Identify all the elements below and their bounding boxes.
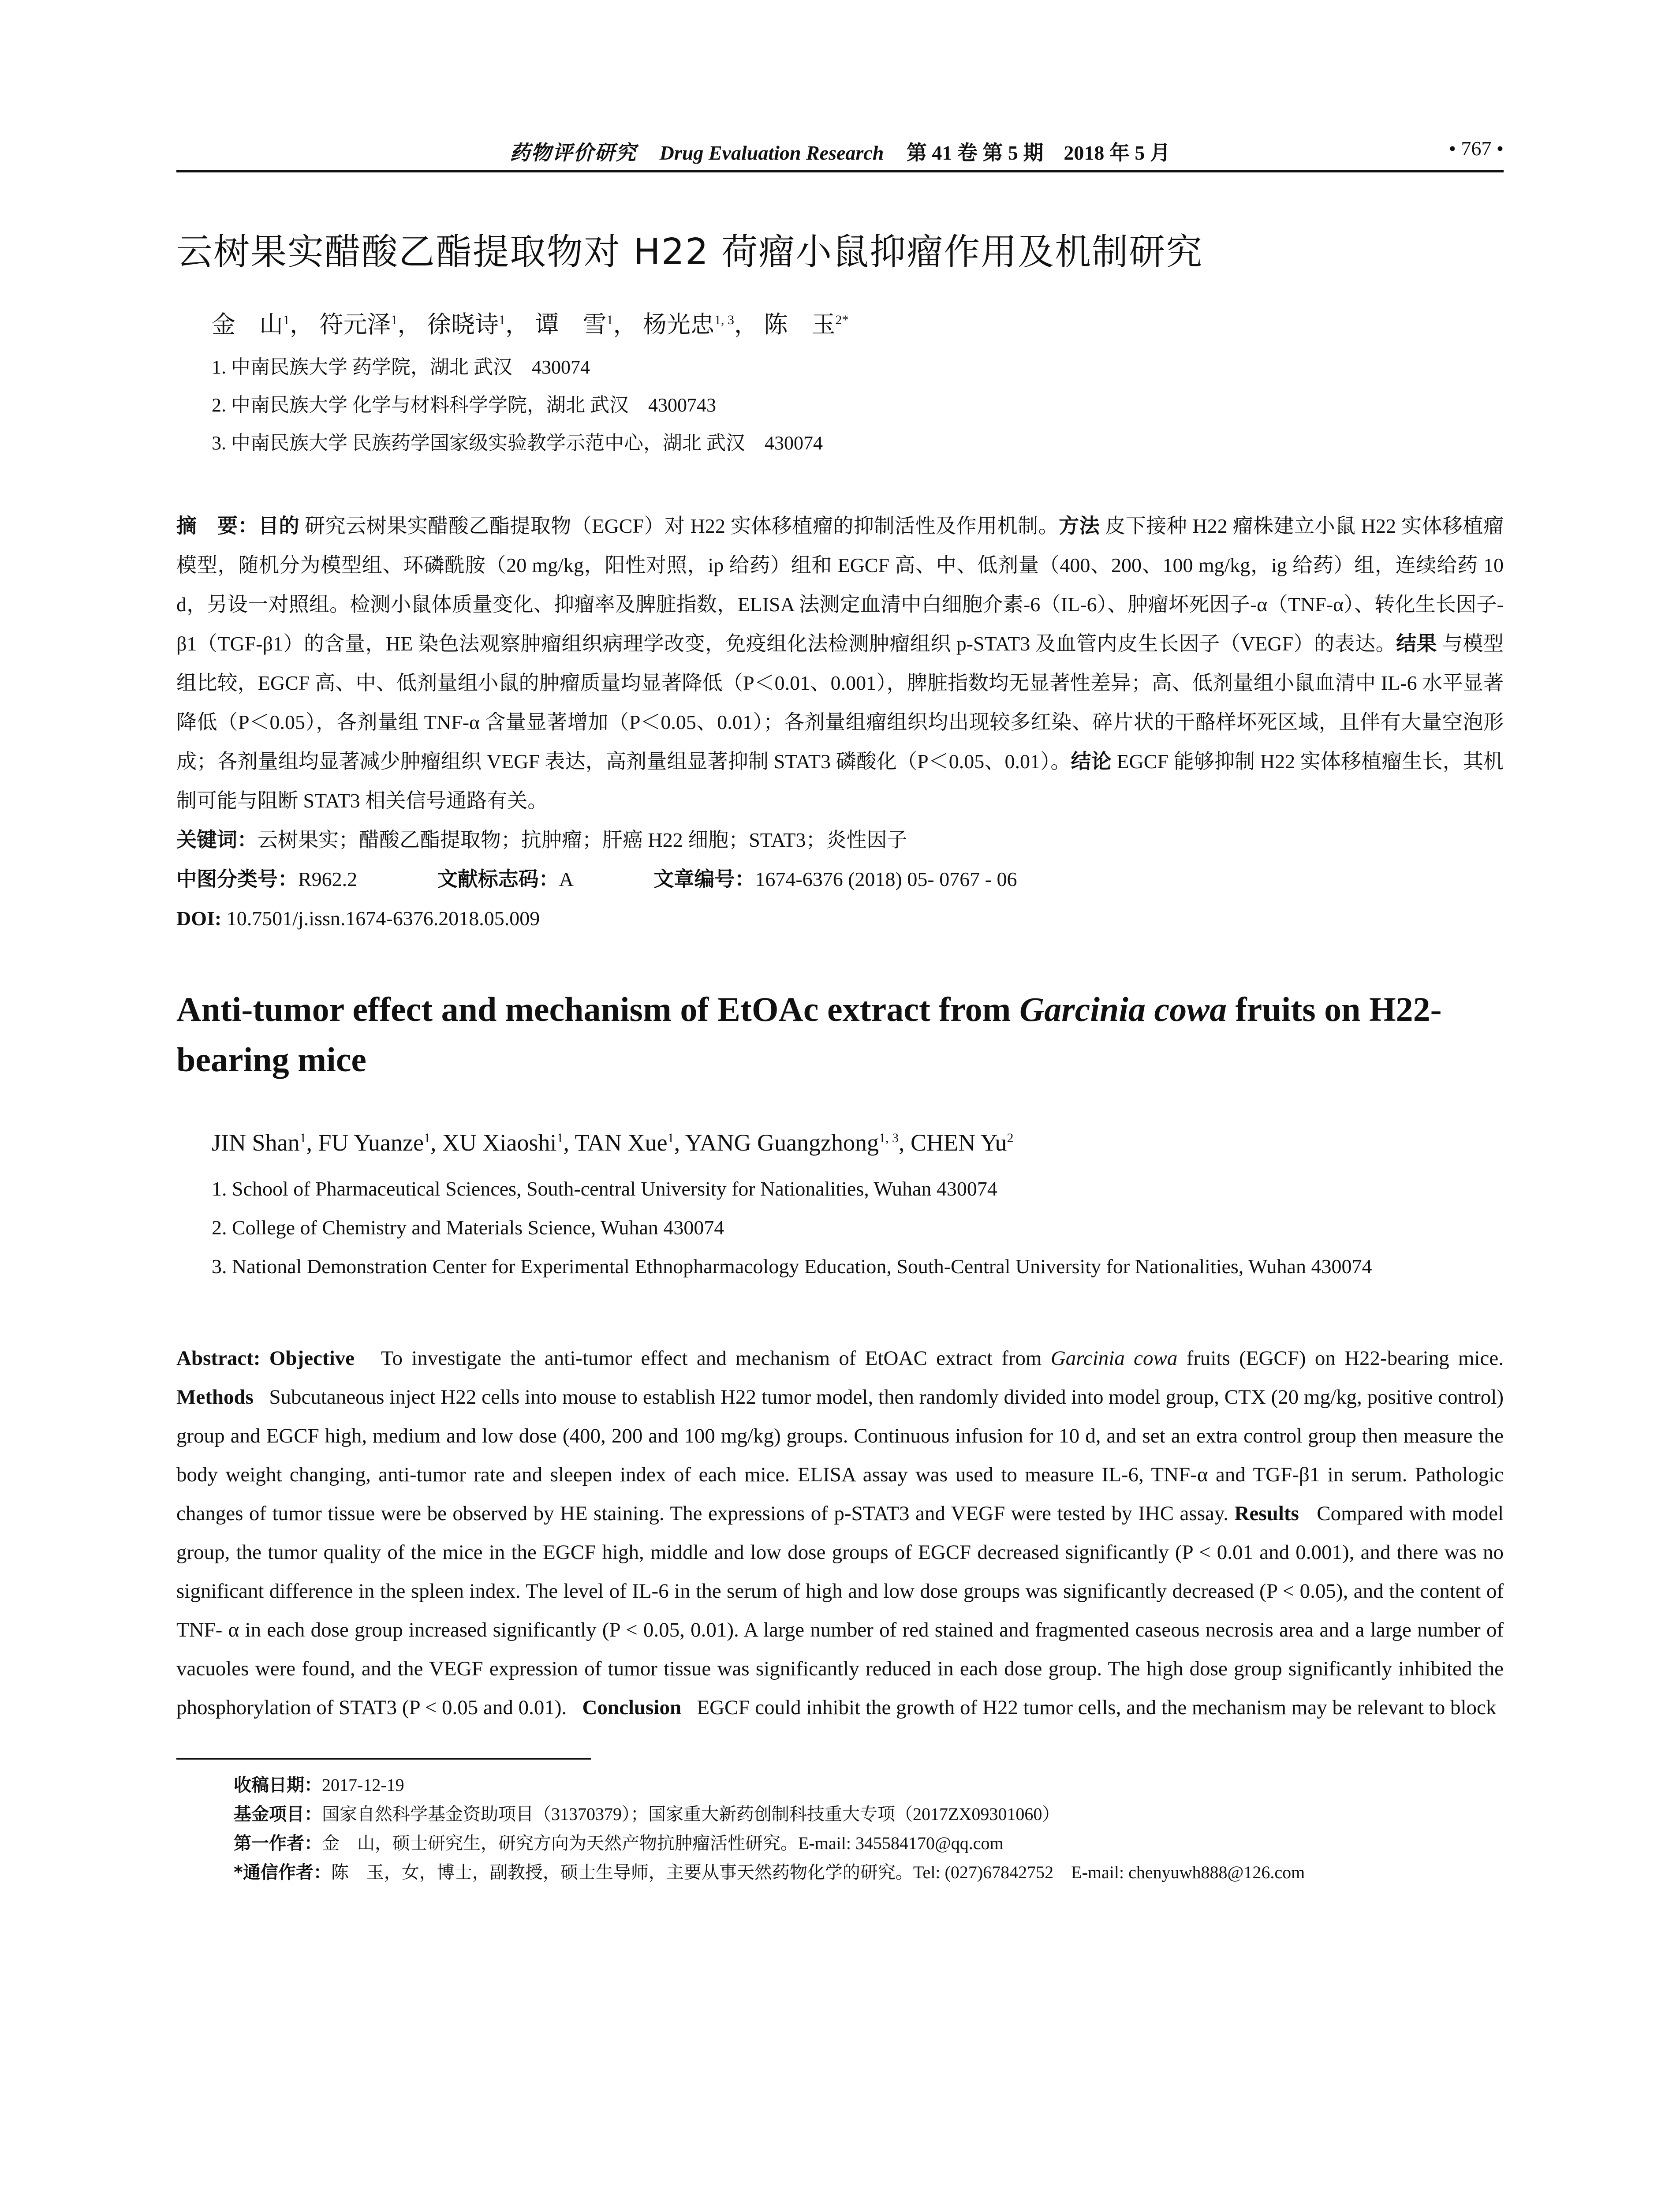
clc-value: R962.2 bbox=[298, 868, 358, 890]
footnote-rule bbox=[176, 1758, 591, 1760]
author-affiliation-mark: 1 bbox=[606, 313, 613, 327]
article-number-label: 文章编号： bbox=[653, 867, 755, 891]
keywords-label: 关键词： bbox=[176, 828, 258, 852]
author-affiliation-mark: 1, 3 bbox=[879, 1131, 899, 1145]
affiliation-item: 1. 中南民族大学 药学院，湖北 武汉 430074 bbox=[212, 356, 590, 378]
author-affiliation-mark: 1 bbox=[667, 1131, 674, 1145]
author-affiliation-mark: 1 bbox=[391, 313, 398, 327]
english-title bbox=[176, 984, 1504, 1085]
affiliation-item: 2. 中南民族大学 化学与材料科学学院，湖北 武汉 4300743 bbox=[212, 394, 716, 416]
author-name: 符元泽 bbox=[319, 311, 391, 338]
methods-label: Methods bbox=[176, 1386, 254, 1409]
objective-text: To investigate the anti-tumor effect and mechanism of EtOAC extract from bbox=[381, 1347, 1051, 1370]
english-authors: JIN Shan$^1$, FU Yuanze$^1$, XU Xiaoshi$^1$, TAN Xue$^1$, YANG Guangzhong$^{1, 3}$, CHEN Yu$^2$ bbox=[212, 1129, 1014, 1156]
paper-page bbox=[176, 132, 1504, 1887]
footnote-first-author bbox=[234, 1829, 1504, 1858]
english-title-part: fruits on H22-bearing mice bbox=[176, 990, 1442, 1079]
objective-label: 目的 bbox=[258, 514, 300, 538]
journal-issue: 第 41 卷 第 5 期 2018 年 5 月 bbox=[906, 142, 1170, 164]
journal-name: Drug Evaluation Research bbox=[659, 142, 884, 164]
author-name: XU Xiaoshi bbox=[442, 1129, 557, 1156]
footnote-funding bbox=[234, 1800, 1504, 1829]
footnote-label: 基金项目： bbox=[234, 1804, 322, 1824]
chinese-affiliations bbox=[212, 348, 1504, 462]
article-number-value: 1674-6376 (2018) 05- 0767 - 06 bbox=[755, 868, 1017, 890]
author-name: JIN Shan bbox=[212, 1129, 300, 1156]
abstract-label: 摘 要： bbox=[176, 514, 259, 538]
keywords-line bbox=[176, 820, 1504, 860]
author-affiliation-mark: 2 bbox=[1007, 1131, 1014, 1145]
results-label: Results bbox=[1234, 1502, 1299, 1525]
doi-line bbox=[176, 899, 1504, 938]
affiliation-item: 1. School of Pharmaceutical Sciences, South-central University for Nationalities, Wuhan 430074 bbox=[212, 1177, 997, 1200]
methods-text: Subcutaneous inject H22 cells into mouse to establish H22 tumor model, then randomly divided into model group, CTX (20 mg/kg, positive control) group and EGCF high, medium and low dose (400, 200 and 100 mg/kg) groups. Continuous infusion for 10 d, and set an extra control group then measure the body weight changing, anti-tumor rate and sleepen index of each mice. ELISA assay was used to measure IL-6, TNF-α and TGF-β1 in serum. Pathologic changes of tumor tissue were be observed by HE staining. The expressions of p-STAT3 and VEGF were tested by IHC assay. bbox=[176, 1386, 1504, 1525]
affiliation-item: 2. College of Chemistry and Materials Science, Wuhan 430074 bbox=[212, 1216, 724, 1239]
objective-species: Garcinia cowa bbox=[1050, 1347, 1178, 1370]
english-affiliations bbox=[212, 1170, 1504, 1286]
affiliation-item: 3. National Demonstration Center for Experimental Ethnopharmacology Education, South-Central University for Nationalities, Wuhan 430074 bbox=[212, 1255, 1372, 1278]
author-name: 杨光忠 bbox=[643, 311, 714, 338]
doi-value: 10.7501/j.issn.1674-6376.2018.05.009 bbox=[226, 907, 540, 930]
footnote-corresponding-author bbox=[234, 1858, 1504, 1887]
objective-text: 研究云树果实醋酸乙酯提取物（EGCF）对 H22 实体移植瘤的抑制活性及作用机制。 bbox=[305, 515, 1059, 537]
chinese-authors: 金 山$^1$， 符元泽$^1$， 徐晓诗$^1$， 谭 雪$^1$， 杨光忠$^{1, 3}$， 陈 玉$^{2*}$ bbox=[212, 311, 849, 338]
english-title-part: Anti-tumor effect and mechanism of EtOAc extract from bbox=[176, 990, 1019, 1028]
author-name: 谭 雪 bbox=[535, 311, 607, 338]
footnote-text: 2017-12-19 bbox=[322, 1775, 404, 1795]
methods-text: 皮下接种 H22 瘤株建立小鼠 H22 实体移植瘤模型，随机分为模型组、环磷酰胺（20 mg/kg，阳性对照，ip 给药）组和 EGCF 高、中、低剂量（400、200、100 mg/kg，ig 给药）组，连续给药 10 d，另设一对照组。检测小鼠体质量变化、抑瘤率及脾脏指数，ELISA 法测定血清中白细胞介素-6（IL-6）、肿瘤坏死因子-α（TNF-α）、转化生长因子-β1（TGF-β1）的含量，HE 染色法观察肿瘤组织病理学改变，免疫组化法检测肿瘤组织 p-STAT3 及血管内皮生长因子（VEGF）的表达。 bbox=[176, 515, 1504, 655]
author-name: TAN Xue bbox=[575, 1129, 668, 1156]
running-head bbox=[176, 132, 1504, 168]
doi-label: DOI: bbox=[176, 907, 222, 930]
doccode-value: A bbox=[559, 868, 574, 890]
clc-label: 中图分类号： bbox=[176, 867, 298, 891]
journal-logo: 药物评价研究 bbox=[510, 142, 637, 164]
conclusion-text: EGCF 能够抑制 H22 实体移植瘤生长，其机制可能与阻断 STAT3 相关信号通路有关。 bbox=[176, 750, 1504, 812]
author-affiliation-mark: 1 bbox=[299, 1131, 306, 1145]
author-affiliation-mark: 1 bbox=[499, 313, 505, 327]
page-number: • 767 • bbox=[1449, 137, 1504, 160]
journal-header bbox=[176, 137, 1504, 166]
keywords-text: 云树果实；醋酸乙酯提取物；抗肿瘤；肝癌 H22 细胞；STAT3；炎性因子 bbox=[258, 829, 907, 851]
conclusion-label: Conclusion bbox=[582, 1696, 682, 1719]
footnotes bbox=[234, 1771, 1504, 1887]
author-affiliation-mark: 1, 3 bbox=[714, 313, 734, 327]
author-name: YANG Guangzhong bbox=[685, 1129, 879, 1156]
header-rule bbox=[176, 170, 1504, 172]
english-abstract bbox=[176, 1339, 1504, 1727]
author-affiliation-mark: 2* bbox=[835, 313, 849, 327]
footnote-label: 第一作者： bbox=[234, 1833, 322, 1854]
results-text: Compared with model group, the tumor quality of the mice in the EGCF high, middle and low dose groups of EGCF decreased significantly (P < 0.01 and 0.001), and there was no significant difference in the spleen index. The level of IL-6 in the serum of high and low dose groups was significantly decreased (P < 0.05), and the content of TNF- α in each dose group increased significantly (P < 0.05, 0.01). A large number of red stained and fragmented caseous necrosis area and a large number of vacuoles were found, and the VEGF expression of tumor tissue was significantly reduced in each dose group. The high dose group significantly inhibited the phosphorylation of STAT3 (P < 0.05 and 0.01). bbox=[176, 1502, 1504, 1719]
author-name: 金 山 bbox=[212, 311, 283, 338]
affiliation-item: 3. 中南民族大学 民族药学国家级实验教学示范中心，湖北 武汉 430074 bbox=[212, 432, 823, 454]
classification-line bbox=[176, 860, 1504, 899]
footnote-label: 收稿日期： bbox=[234, 1775, 322, 1795]
results-label: 结果 bbox=[1396, 632, 1437, 655]
author-name: 陈 玉 bbox=[764, 311, 836, 338]
author-name: 徐晓诗 bbox=[427, 311, 499, 338]
conclusion-label: 结论 bbox=[1071, 749, 1112, 773]
footnote-label: *通信作者： bbox=[234, 1862, 331, 1883]
chinese-abstract bbox=[176, 506, 1504, 820]
author-name: CHEN Yu bbox=[911, 1129, 1007, 1156]
methods-label: 方法 bbox=[1059, 514, 1100, 538]
footnote-received bbox=[234, 1771, 1504, 1800]
footnote-text: 陈 玉，女，博士，副教授，硕士生导师，主要从事天然药物化学的研究。Tel: (027)67842752 E-mail: chenyuwh888@126.com bbox=[331, 1862, 1305, 1882]
author-affiliation-mark: 1 bbox=[423, 1131, 430, 1145]
abstract-label: Abstract: bbox=[176, 1347, 261, 1370]
conclusion-text: EGCF could inhibit the growth of H22 tumor cells, and the mechanism may be relevant to block bbox=[697, 1696, 1497, 1719]
footnote-text: 金 山，硕士研究生，研究方向为天然产物抗肿瘤活性研究。E-mail: 345584170@qq.com bbox=[322, 1833, 1004, 1853]
author-name: FU Yuanze bbox=[318, 1129, 424, 1156]
objective-text: fruits (EGCF) on H22-bearing mice. bbox=[1177, 1347, 1504, 1370]
english-title-species: Garcinia cowa bbox=[1019, 990, 1227, 1028]
doccode-label: 文献标志码： bbox=[437, 867, 559, 891]
author-affiliation-mark: 1 bbox=[283, 313, 290, 327]
author-affiliation-mark: 1 bbox=[556, 1131, 564, 1145]
results-text: 与模型组比较，EGCF 高、中、低剂量组小鼠的肿瘤质量均显著降低（P＜0.01、0.001），脾脏指数均无显著性差异；高、低剂量组小鼠血清中 IL-6 水平显著降低（P＜0.05），各剂量组 TNF-α 含量显著增加（P＜0.05、0.01）；各剂量组瘤组织均出现较多红染、碎片状的干酪样坏死区域，且伴有大量空泡形成；各剂量组均显著减少肿瘤组织 VEGF 表达，高剂量组显著抑制 STAT3 磷酸化（P＜0.05、0.01）。 bbox=[176, 632, 1504, 773]
chinese-title: 云树果实醋酸乙酯提取物对 H22 荷瘤小鼠抑瘤作用及机制研究 bbox=[176, 231, 1203, 273]
objective-label: Objective bbox=[269, 1347, 355, 1370]
footnote-text: 国家自然科学基金资助项目（31370379）；国家重大新药创制科技重大专项（2017ZX09301060） bbox=[322, 1804, 1060, 1824]
